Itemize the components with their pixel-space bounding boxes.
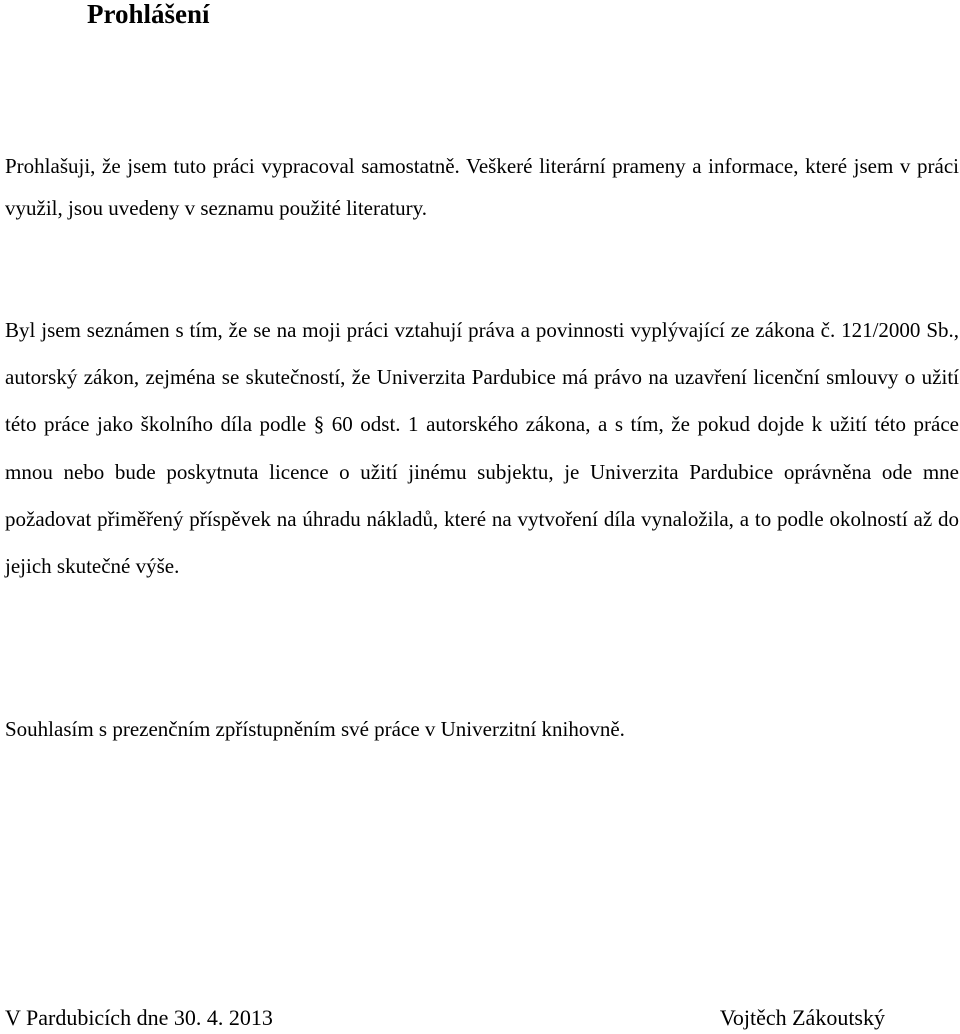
place-date: V Pardubicích dne 30. 4. 2013 bbox=[5, 1005, 273, 1030]
author-name: Vojtěch Zákoutský bbox=[719, 1005, 885, 1030]
signature-footer bbox=[5, 1003, 885, 1033]
declaration-paragraph: Prohlašuji, že jsem tuto práci vypracoval samostatně. Veškeré literární prameny a informace, které jsem v práci využil, jsou uvedeny v seznamu použité literatury. bbox=[5, 154, 959, 220]
page-title: Prohlášení bbox=[87, 0, 210, 29]
copyright-paragraph: Byl jsem seznámen s tím, že se na moji práci vztahují práva a povinnosti vyplývající ze zákona č. 121/2000 Sb., autorský zákon, zejména se skutečností, že Univerzita Pardubice má právo na uzavření licenční smlouvy o užití této práce jako školního díla podle § 60 odst. 1 autorského zákona, a s tím, že pokud dojde k užití této práce mnou nebo bude poskytnuta licence o užití jinému subjektu, je Univerzita Pardubice oprávněna ode mne požadovat přiměřený příspěvek na úhradu nákladů, které na vytvoření díla vynaložila, a to podle okolností až do jejich skutečné výše. bbox=[5, 318, 959, 579]
consent-paragraph: Souhlasím s prezenčním zpřístupněním své práce v Univerzitní knihovně. bbox=[5, 717, 625, 741]
